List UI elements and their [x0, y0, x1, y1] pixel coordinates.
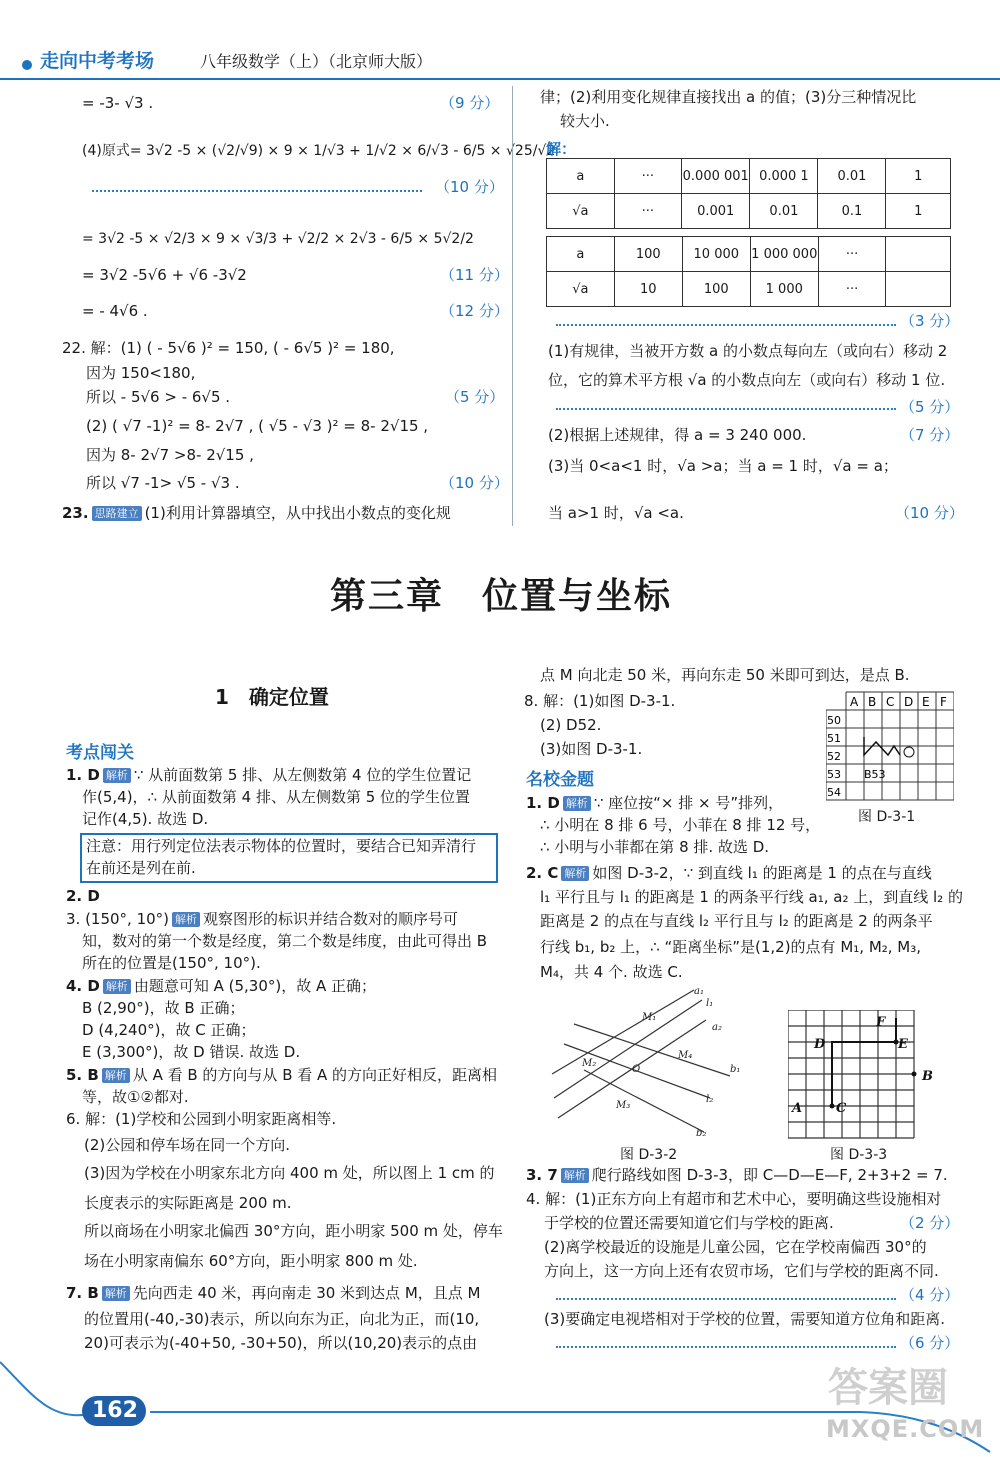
q22-line4: (2) ( √7 -1)² = 8- 2√7 , ( √5 - √3 )² = 8- 2√15 , — [86, 417, 429, 435]
note-line1: 注意：用行列定位法表示物体的位置时，要结合已知弄清行 — [86, 837, 477, 855]
left-top-line1: = -3- √3 . — [82, 94, 154, 112]
answer-key: 1. D — [66, 766, 100, 784]
score: （4 分） — [900, 1286, 960, 1304]
q1-line1 — [66, 764, 471, 786]
table-cell — [886, 272, 951, 307]
section-head-kaodian: 考点闯关 — [66, 743, 134, 763]
q8-line1: 8. 解：(1)如图 D-3-1. — [524, 692, 676, 710]
q6-line6: 场在小明家南偏东 60°方向，距小明家 800 m 处. — [84, 1252, 418, 1270]
m1-line3: ∴ 小明与小菲都在第 8 排. 故选 D. — [540, 838, 770, 856]
grid-row-label: 54 — [827, 786, 841, 799]
m1-line2: ∴ 小明在 8 排 6 号，小菲在 8 排 12 号， — [540, 816, 821, 834]
table-cell: a — [547, 159, 615, 194]
m4-line2: 于学校的位置还需要知道它们与学校的距离. — [544, 1214, 834, 1232]
figure-label: a₁ — [694, 986, 704, 997]
figure-caption: 图 D-3-1 — [858, 809, 916, 825]
table-cell: 0.01 — [750, 194, 818, 229]
q4-line2: B (2,90°)，故 B 正确； — [82, 999, 245, 1017]
analysis-tag: 解析 — [563, 796, 591, 811]
q23-text: (1)利用计算器填空，从中找出小数点的变化规 — [144, 504, 451, 522]
left-top-line4: = 3√2 -5√6 + √6 -3√2 — [82, 266, 247, 284]
table-cell: ··· — [614, 159, 682, 194]
table-cell: 0.000 001 — [682, 159, 750, 194]
score: （10 分） — [440, 474, 509, 492]
q2-answer: 2. D — [66, 887, 100, 905]
right-top-line3: (1)有规律，当被开方数 a 的小数点每向左（或向右）移动 2 — [548, 342, 948, 360]
header-subtitle: 八年级数学（上）（北京师大版） — [200, 52, 433, 71]
q22-line5: 因为 8- 2√7 >8- 2√15 , — [86, 446, 254, 464]
grid-point-label: B53 — [864, 768, 886, 781]
figure-label: E — [898, 1037, 908, 1052]
dotted-leader — [556, 1298, 896, 1300]
header-title: 走向中考考场 — [40, 50, 155, 72]
grid-col-label: F — [940, 695, 947, 709]
analysis-tag: 解析 — [102, 1068, 130, 1083]
table-cell: ··· — [818, 272, 886, 307]
table-cell: √a — [547, 272, 615, 307]
right-top-line7: 当 a>1 时，√a <a. — [548, 504, 684, 522]
right-top-line1: 律；(2)利用变化规律直接找出 a 的值；(3)分三种情况比 — [540, 88, 917, 106]
q7-text: 先向西走 40 米，再向南走 30 米到达点 M，且点 M — [132, 1284, 481, 1302]
figure-label: M₂ — [582, 1058, 597, 1069]
figure-label: a₂ — [712, 1022, 722, 1033]
answer-key: 3. 7 — [526, 1166, 558, 1184]
m2-line2: l₁ 平行且与 l₁ 的距离是 1 的两条平行线 a₁, a₂ 上，到直线 l₂ 的 — [540, 888, 963, 906]
analysis-tag: 解析 — [103, 979, 131, 994]
score: （10 分） — [895, 504, 964, 522]
left-top-line5: = - 4√6 . — [82, 302, 148, 320]
q1-text: ∵ 从前面数第 5 排、从左侧数第 4 位的学生位置记 — [133, 766, 472, 784]
answer-key: 4. D — [66, 977, 100, 995]
score: （5 分） — [445, 388, 505, 406]
m3-line1 — [526, 1164, 948, 1186]
figure-label: C — [836, 1101, 847, 1116]
q8-line3: (3)如图 D-3-1. — [540, 740, 643, 758]
figure-label: O — [632, 1064, 641, 1075]
dotted-leader — [556, 1346, 896, 1348]
table-row — [547, 194, 951, 229]
q5-line2: 等，故①②都对. — [82, 1088, 189, 1106]
q6-line3: (3)因为学校在小明家东北方向 400 m 处，所以图上 1 cm 的 — [84, 1164, 495, 1182]
grid-col-label: D — [904, 695, 914, 709]
q6-line5: 所以商场在小明家北偏西 30°方向，距小明家 500 m 处，停车 — [84, 1222, 503, 1240]
m2-line1 — [526, 862, 932, 884]
q22-line1: 22. 解：(1) ( - 5√6 )² = 150, ( - 6√5 )² = 180, — [62, 339, 395, 357]
q6-line2: (2)公园和停车场在同一个方向. — [84, 1136, 291, 1154]
q22-line3: 所以 - 5√6 > - 6√5 . — [86, 388, 231, 406]
q3-text: 观察图形的标识并结合数对的顺序号可 — [203, 910, 459, 928]
table-cell: √a — [547, 194, 615, 229]
table-cell — [886, 237, 951, 272]
figure-d-3-3 — [788, 1010, 948, 1140]
m4-line1: 4. 解：(1)正东方向上有超市和艺术中心，要明确这些设施相对 — [526, 1190, 942, 1208]
m4-line4: 方向上，这一方向上还有农贸市场，它们与学校的距离不同. — [544, 1262, 939, 1280]
figure-d-3-2 — [544, 986, 744, 1142]
answer-key: 5. B — [66, 1066, 99, 1084]
grid-row-label: 52 — [827, 750, 841, 763]
left-top-line2: (4)原式= 3√2 -5 × (√2/√9) × 9 × 1/√3 + 1/√2 × 6/√3 - 6/5 × √25/√2 — [82, 143, 556, 159]
figure-label: D — [814, 1037, 826, 1052]
score: （7 分） — [900, 426, 960, 444]
section-head-mingxiao: 名校金题 — [526, 770, 594, 790]
question-number: 23. — [62, 504, 89, 522]
dotted-leader — [556, 324, 896, 326]
table-row — [547, 159, 951, 194]
analysis-tag: 解析 — [102, 1286, 130, 1301]
q5-line1 — [66, 1064, 497, 1086]
right-top-line5: (2)根据上述规律，得 a = 3 240 000. — [548, 426, 807, 444]
figure-label: b₁ — [730, 1064, 741, 1075]
score: （11 分） — [440, 266, 509, 284]
figure-d-3-1 — [826, 690, 954, 802]
chapter-title: 第三章 位置与坐标 — [330, 576, 673, 617]
grid-col-label: A — [850, 695, 859, 709]
table-sqrt-large — [546, 236, 951, 307]
analysis-tag: 解析 — [561, 1168, 589, 1183]
q4-line1 — [66, 975, 376, 997]
answer-key: 3. (150°, 10°) — [66, 910, 170, 928]
q3-line2: 知，数对的第一个数是经度，第二个数是纬度，由此可得出 B — [82, 932, 488, 950]
dotted-leader — [556, 408, 896, 410]
m1-text: ∵ 座位按“× 排 × 号”排列， — [593, 794, 784, 812]
table-cell: 0.001 — [682, 194, 750, 229]
q4-text: 由题意可知 A (5,30°)，故 A 正确； — [133, 977, 377, 995]
score: （9 分） — [440, 94, 500, 112]
header-rule — [0, 78, 1000, 80]
q3-line1 — [66, 908, 458, 930]
analysis-tag: 解析 — [103, 768, 131, 783]
score: （5 分） — [900, 398, 960, 416]
m4-line3: (2)离学校最近的设施是儿童公园，它在学校南偏西 30°的 — [544, 1238, 927, 1256]
figure-label: A — [792, 1101, 803, 1116]
grid-row-label: 53 — [827, 768, 841, 781]
right-top-line6: (3)当 0<a<1 时，√a >a；当 a = 1 时，√a = a； — [548, 457, 898, 475]
q3-line3: 所在的位置是(150°, 10°). — [82, 954, 261, 972]
watermark-logo: 答案圈 — [828, 1365, 948, 1411]
q7-line1 — [66, 1282, 480, 1304]
answer-key: 7. B — [66, 1284, 99, 1302]
figure-label: M₄ — [678, 1050, 693, 1061]
m2-text: 如图 D-3-2，∵ 到直线 l₁ 的距离是 1 的点在与直线 — [592, 864, 932, 882]
table-cell: 100 — [614, 237, 682, 272]
right-top-line4: 位，它的算术平方根 √a 的小数点向左（或向右）移动 1 位. — [548, 371, 946, 389]
table-cell: 1 000 000 — [750, 237, 818, 272]
header-bullet — [22, 60, 32, 70]
m2-line5: M₄，共 4 个. 故选 C. — [540, 963, 683, 981]
table-sqrt-small — [546, 158, 951, 229]
grid-col-label: C — [886, 695, 895, 709]
hint-tag: 思路建立 — [92, 506, 142, 521]
q7-line3: 20)可表示为(-40+50, -30+50)，所以(10,20)表示的点由 — [84, 1334, 478, 1352]
answer-label: 解： — [546, 140, 577, 158]
q5-text: 从 A 看 B 的方向与从 B 看 A 的方向正好相反，距离相 — [132, 1066, 498, 1084]
figure-label: l₁ — [706, 998, 714, 1009]
section-title: 1 确定位置 — [215, 685, 329, 709]
figure-label: l₂ — [706, 1094, 714, 1105]
rb-line1: 点 M 向北走 50 米，再向东走 50 米即可到达，是点 B. — [540, 666, 910, 684]
grid-row-label: 50 — [827, 714, 841, 727]
left-top-line3: = 3√2 -5 × √2/3 × 9 × √3/3 + √2/2 × 2√3 - 6/5 × 5√2/2 — [82, 231, 474, 247]
table-cell: 1 000 — [750, 272, 818, 307]
figure-label: F — [876, 1015, 886, 1030]
note-line2: 在前还是列在前. — [86, 859, 196, 877]
figure-label: M₁ — [642, 1012, 657, 1023]
column-divider — [512, 86, 513, 526]
page-number: 162 — [92, 1398, 138, 1423]
figure-label: B — [922, 1069, 933, 1084]
q1-line2: 作(5,4)，∴ 从前面数第 4 排、从左侧数第 5 位的学生位置 — [82, 788, 471, 806]
m2-line4: 行线 b₁, b₂ 上，∴ “距离坐标”是(1,2)的点有 M₁, M₂, M₃, — [540, 938, 922, 956]
table-cell: ··· — [818, 237, 886, 272]
table-cell: 10 000 — [682, 237, 750, 272]
grid-row-label: 51 — [827, 732, 841, 745]
figure-label: b₂ — [696, 1128, 707, 1139]
table-row — [547, 272, 951, 307]
m2-line3: 距离是 2 的点在与直线 l₂ 平行且与 l₂ 的距离是 2 的两条平 — [540, 912, 933, 930]
table-cell: 1 — [886, 159, 951, 194]
target-mark — [904, 747, 914, 757]
score: （12 分） — [440, 302, 509, 320]
q1-line3: 记作(4,5). 故选 D. — [82, 810, 209, 828]
right-top-line2: 较大小. — [560, 112, 610, 130]
grid-col-label: E — [922, 695, 930, 709]
m4-line5: (3)要确定电视塔相对于学校的位置，需要知道方位角和距离. — [544, 1310, 946, 1328]
q7-line2: 的位置用(-40,-30)表示，所以向东为正，向北为正，而(10, — [84, 1310, 480, 1328]
table-cell: 1 — [886, 194, 951, 229]
figure-caption: 图 D-3-3 — [830, 1147, 888, 1163]
q22-line2: 因为 150<180, — [86, 364, 196, 382]
table-cell: ··· — [614, 194, 682, 229]
table-cell: 0.1 — [818, 194, 886, 229]
table-cell: 100 — [682, 272, 750, 307]
table-cell: 10 — [614, 272, 682, 307]
m3-text: 爬行路线如图 D-3-3，即 C—D—E—F, 2+3+2 = 7. — [591, 1166, 948, 1184]
score: （3 分） — [900, 312, 960, 330]
dotted-leader — [92, 190, 422, 192]
table-cell: 0.000 1 — [750, 159, 818, 194]
table-cell: 0.01 — [818, 159, 886, 194]
answer-key: 1. D — [526, 794, 560, 812]
score: （10 分） — [435, 178, 504, 196]
figure-label: M₃ — [616, 1100, 631, 1111]
analysis-tag: 解析 — [172, 912, 200, 927]
q22-line6: 所以 √7 -1> √5 - √3 . — [86, 474, 240, 492]
figure-caption: 图 D-3-2 — [620, 1147, 678, 1163]
score: （6 分） — [900, 1334, 960, 1352]
q8-line2: (2) D52. — [540, 716, 602, 734]
m1-line1 — [526, 792, 783, 814]
q4-line4: E (3,300°)，故 D 错误. 故选 D. — [82, 1043, 301, 1061]
q4-line3: D (4,240°)，故 C 正确； — [82, 1021, 256, 1039]
q23-line — [62, 502, 451, 524]
table-cell: a — [547, 237, 615, 272]
analysis-tag: 解析 — [561, 866, 589, 881]
grid-col-label: B — [868, 695, 877, 709]
score: （2 分） — [900, 1214, 960, 1232]
table-row — [547, 237, 951, 272]
answer-key: 2. C — [526, 864, 559, 882]
q6-line1: 6. 解：(1)学校和公园到小明家距离相等. — [66, 1110, 337, 1128]
watermark-url: MXQE.COM — [826, 1415, 985, 1443]
q6-line4: 长度表示的实际距离是 200 m. — [84, 1194, 292, 1212]
